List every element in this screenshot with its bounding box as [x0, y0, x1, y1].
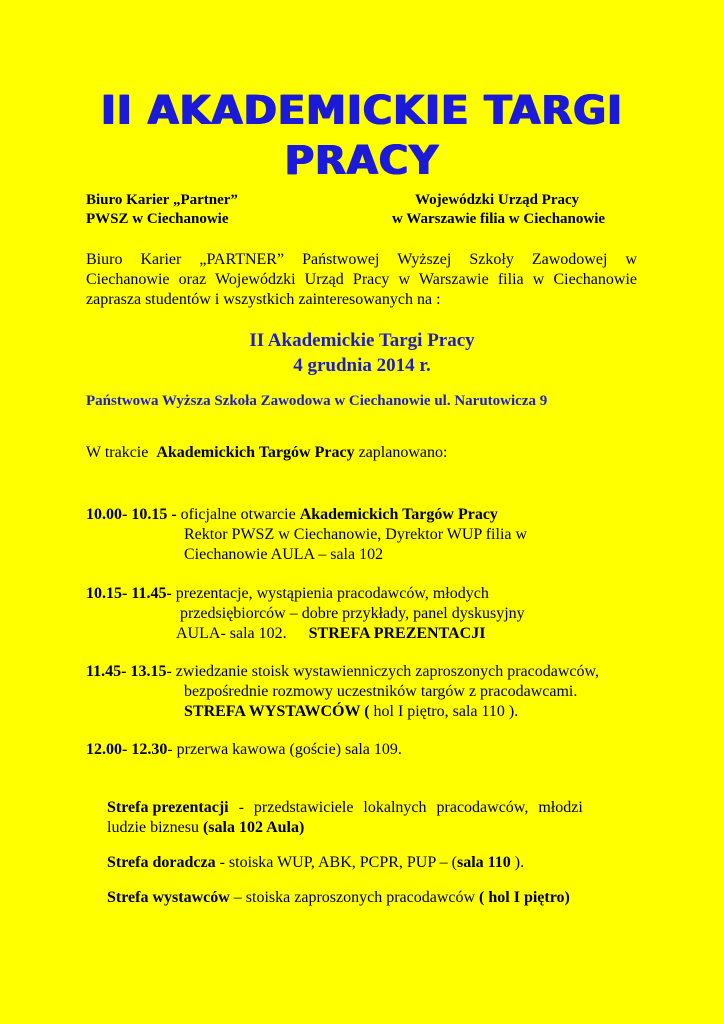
schedule-time-4: 12.00- 12.30: [86, 741, 168, 758]
zone-presentation-line-1: [107, 799, 637, 817]
schedule-text: ).: [508, 703, 519, 720]
schedule-text: - przerwa kawowa (goście) sala 109.: [167, 741, 402, 758]
schedule-item-2-line-1: [86, 585, 489, 603]
schedule-text: oficjalne otwarcie: [176, 506, 300, 523]
organizer-right-1: Wojewódzki Urząd Pracy: [415, 192, 580, 208]
event-name: II Akademickie Targi Pracy: [249, 330, 475, 351]
schedule-time-3: 11.45- 13.15: [86, 663, 167, 680]
zone-advisory-name: Strefa doradcza: [107, 854, 216, 871]
schedule-item-1-line-3: Ciechanowie AULA – sala 102: [184, 546, 384, 563]
zone-presentation-name: Strefa prezentacji: [107, 799, 229, 816]
event-date: 4 grudnia 2014 r.: [293, 355, 431, 376]
schedule-item-1-line-1: [86, 506, 498, 524]
zone-presentation-room: (sala 102 Aula): [202, 819, 305, 836]
zone-advisory-room: sala 110: [456, 854, 511, 871]
schedule-event-name: Akademickich Targów Pracy: [299, 506, 498, 523]
event-place: Państwowa Wyższa Szkoła Zawodowa w Ciechanowie ul. Narutowicza 9: [86, 393, 548, 409]
plan-name: Akademickich Targów Pracy: [156, 444, 355, 461]
zone-exhibitors: [107, 889, 570, 907]
schedule-text: prezentacje, wystąpienia pracodawców, młodych: [171, 585, 489, 602]
schedule-location: hol I piętro, sala 110: [369, 703, 509, 720]
zone-exhibitors-name: Strefa wystawców: [107, 889, 230, 906]
organizer-left-1: Biuro Karier „Partner”: [86, 192, 238, 208]
organizer-right-2: w Warszawie filia w Ciechanowie: [392, 211, 606, 227]
organizer-left-2: PWSZ w Ciechanowie: [86, 211, 229, 227]
zone-exhibitors-text: – stoiska zaproszonych pracodawców: [229, 889, 480, 906]
schedule-location: AULA- sala 102.: [176, 625, 287, 642]
intro-line-3: zaprasza studentów i wszystkich zainteresowanych na :: [86, 291, 441, 308]
zone-presentation-text-2: ludzie biznesu: [107, 819, 203, 836]
zone-presentation-line-2: [107, 819, 304, 837]
schedule-item-1-line-2: Rektor PWSZ w Ciechanowie, Dyrektor WUP filia w: [184, 526, 528, 543]
plan-line: [86, 444, 447, 462]
schedule-time-2: 10.15- 11.45-: [86, 585, 172, 602]
plan-suffix: zaplanowano:: [358, 444, 448, 461]
schedule-item-2-line-3: [176, 625, 485, 643]
zone-advisory-end: ).: [510, 854, 525, 871]
zone-advisory: [107, 854, 524, 872]
intro-line-1: Biuro Karier „PARTNER” Państwowej Wyższej Szkoły Zawodowej w: [86, 251, 637, 268]
schedule-item-3-line-3: [184, 703, 518, 721]
zone-label: STREFA WYSTAWCÓW (: [184, 703, 370, 720]
zone-label: STREFA PREZENTACJI: [308, 625, 486, 642]
schedule-item-3-line-1: [86, 663, 599, 681]
schedule-item-3-line-2: bezpośrednie rozmowy uczestników targów z pracodawcami.: [184, 683, 578, 700]
title-line-2: PRACY: [284, 138, 440, 184]
zone-exhibitors-room: ( hol I piętro): [479, 889, 570, 906]
schedule-item-4-line-1: [86, 741, 402, 759]
plan-prefix: W trakcie: [86, 444, 149, 461]
schedule-item-2-line-2: przedsiębiorców – dobre przykłady, panel dyskusyjny: [180, 605, 525, 622]
zone-presentation-text: - przedstawiciele lokalnych pracodawców, młodzi: [228, 799, 583, 816]
schedule-time-1: 10.00- 10.15 -: [86, 506, 177, 523]
intro-line-2: Ciechanowie oraz Wojewódzki Urząd Pracy w Warszawie filia w Ciechanowie: [86, 271, 637, 288]
schedule-text: - zwiedzanie stoisk wystawienniczych zaproszonych pracodawców,: [166, 663, 600, 680]
zone-advisory-text: - stoiska WUP, ABK, PCPR, PUP – (: [215, 854, 457, 871]
title-line-1: II AKADEMICKIE TARGI: [101, 88, 623, 134]
